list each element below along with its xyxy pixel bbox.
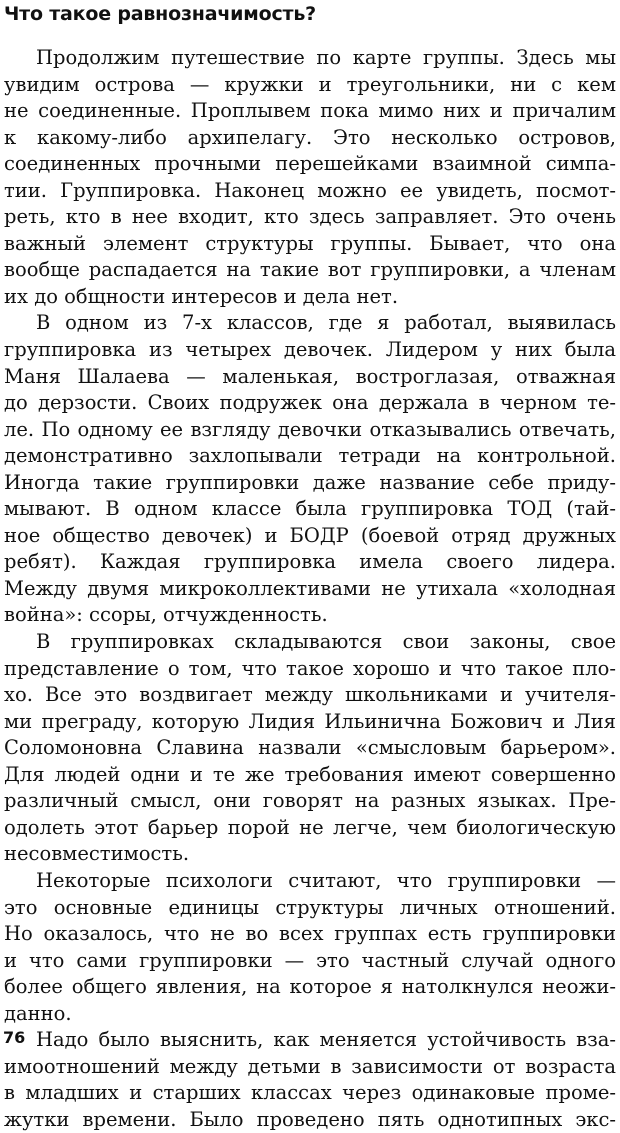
text-line: Иногда такие группировки даже название себе приду- (4, 470, 616, 494)
section-heading: Что такое равнозначимость? (4, 3, 316, 25)
text-line: ребят). Каждая группировка имела своего лидера. (4, 550, 616, 574)
text-line: соединенных прочными перешейками взаимной симпа- (4, 152, 616, 176)
text-line: к какому-либо архипелагу. Это несколько островов, (4, 125, 616, 149)
text-line: представление о том, что такое хорошо и что такое пло- (4, 656, 616, 680)
text-line: мывают. В одном классе была группировка ТОД (тай- (4, 497, 616, 521)
text-line: хо. Все это воздвигает между школьниками и учителя- (4, 683, 616, 707)
text-line: ное общество девочек) и БОДР (боевой отряд дружных (4, 523, 616, 547)
text-line: это основные единицы структуры личных отношений. (4, 895, 616, 919)
text-line: В группировках складываются свои законы, свое (36, 630, 616, 654)
text-line: тии. Группировка. Наконец можно ее увидеть, посмот- (4, 178, 616, 202)
text-line: жутки времени. Было проведено пять однотипных экс- (4, 1107, 616, 1131)
body-text (4, 45, 616, 1133)
text-line: одолеть этот барьер порой не легче, чем биологическую (4, 815, 616, 839)
text-line: и что сами группировки — это частный случай одного (4, 948, 616, 972)
text-line: Продолжим путешествие по карте группы. Здесь мы (36, 46, 616, 69)
text-line: Но оказалось, что не во всех группах есть группировки (4, 922, 616, 946)
text-line: реть, кто в нее входит, кто здесь заправляет. Это очень (4, 205, 616, 229)
text-line: несовместимость. (4, 842, 190, 866)
text-line: Некоторые психологи считают, что группировки — (36, 868, 616, 892)
text-line: вообще распадается на такие вот группировки, а членам (4, 258, 616, 282)
text-line: Надо было выяснить, как меняется устойчивость вза- (36, 1028, 616, 1052)
text-line: не соединенные. Проплывем пока мимо них и причалим (4, 99, 616, 123)
text-line: Маня Шалаева — маленькая, востроглазая, отважная (4, 364, 616, 388)
text-line: В одном из 7-х классов, где я работал, выявилась (36, 311, 616, 335)
text-line: имоотношений между детьми в зависимости от возраста (4, 1054, 616, 1078)
text-line: в младших и старших классах через одинаковые проме- (4, 1081, 616, 1105)
text-line: Между двумя микроколлективами не утихала «холодная (4, 576, 616, 600)
text-line: до дерзости. Своих подружек она держала в черном те- (4, 391, 616, 415)
text-line: их до общности интересов и дела нет. (4, 284, 399, 308)
text-line: увидим острова — кружки и треугольники, ни с кем (4, 72, 616, 96)
text-line: Для людей одни и те же требования имеют совершенно (4, 762, 616, 786)
text-line: ле. По одному ее взгляду девочки отказывались отвечать, (4, 417, 616, 441)
text-line: важный элемент структуры группы. Бывает, что она (4, 231, 616, 255)
page-number: 76 (3, 1028, 26, 1047)
text-line: более общего явления, на которое я натолкнулся неожи- (4, 975, 616, 999)
text-line: Соломоновна Славина назвали «смысловым барьером». (4, 736, 616, 760)
text-line: демонстративно захлопывали тетради на контрольной. (4, 444, 616, 468)
text-line: ми преграду, которую Лидия Ильинична Божович и Лия (4, 709, 616, 733)
text-line: данно. (4, 1001, 72, 1025)
text-line: война»: ссоры, отчужденность. (4, 603, 328, 627)
text-line: различный смысл, они говорят на разных языках. Пре- (4, 789, 616, 813)
text-line: группировка из четырех девочек. Лидером у них была (4, 338, 616, 362)
